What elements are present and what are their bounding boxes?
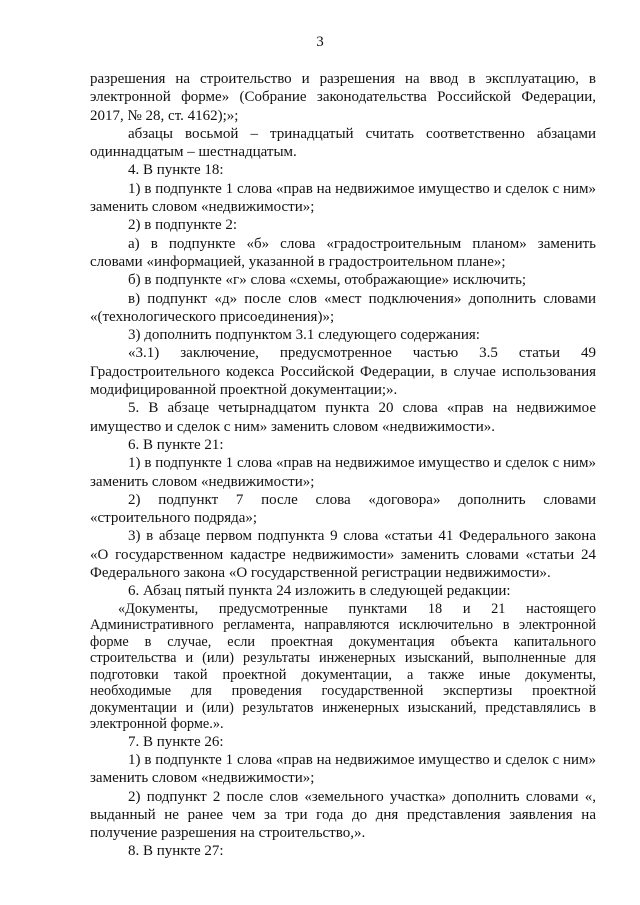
paragraph: 3) дополнить подпунктом 3.1 следующего содержания: — [128, 327, 480, 344]
quoted-paragraph: «Документы, предусмотренные пунктами 18 и 21 настоящего Административного регламента, направляются исключительно в электронной форме в случае, если проектная документация объекта капитального строительства и (или) результаты инженерных изысканий, выполненные для подготовки такой проектной документации, а также иные документы, необходимые для проведения государственной экспертизы проектной документации и (или) результатов инженерных изысканий, представлялись в электронной форме.». — [90, 600, 596, 733]
paragraph: 1) в подпункте 1 слова «прав на недвижимое имущество и сделок с ним» заменить словом «недвижимости»; — [90, 180, 596, 216]
paragraph: 3) в абзаце первом подпункта 9 слова «статьи 41 Федерального закона «О государственном кадастре недвижимости» заменить словами «статьи 24 Федерального закона «О государственной регистрации недвижимости». — [90, 528, 596, 582]
paragraph: 6. В пункте 21: — [128, 436, 224, 453]
paragraph: 4. В пункте 18: — [128, 162, 224, 179]
paragraph: а) в подпункте «б» слова «градостроительным планом» заменить словами «информацией, указанной в градостроительном плане»; — [90, 235, 596, 270]
page-number: 3 — [316, 34, 324, 50]
paragraph: б) в подпункте «г» слова «схемы, отображающие» исключить; — [128, 272, 527, 289]
paragraph: 2) подпункт 2 после слов «земельного участка» дополнить словами «, выданный не ранее чем за три года до дня представления заявления на получение разрешения на строительство,». — [90, 788, 596, 842]
paragraph: 1) в подпункте 1 слова «прав на недвижимое имущество и сделок с ним» заменить словом «недвижимости»; — [90, 751, 596, 787]
paragraph: 5. В абзаце четырнадцатом пункта 20 слова «прав на недвижимое имущество и сделок с ним» заменить словом «недвижимости». — [90, 400, 596, 435]
paragraph: 2) подпункт 7 после слова «договора» дополнить словами «строительного подряда»; — [90, 491, 596, 527]
paragraph: разрешения на строительство и разрешения на ввод в эксплуатацию, в электронной форме» (Собрание законодательства Российской Федерации, 2017, № 28, ст. 4162);»; — [90, 71, 596, 124]
paragraph: в) подпункт «д» после слов «мест подключения» дополнить словами «(технологического присоединения)»; — [90, 290, 596, 325]
paragraph: 1) в подпункте 1 слова «прав на недвижимое имущество и сделок с ним» заменить словом «недвижимости»; — [90, 455, 596, 490]
paragraph: «3.1) заключение, предусмотренное частью 3.5 статьи 49 Градостроительного кодекса Российской Федерации, в случае использования модифицированной проектной документации;». — [90, 345, 596, 399]
paragraph: 2) в подпункте 2: — [128, 217, 238, 234]
paragraph: 8. В пункте 27: — [128, 843, 224, 860]
paragraph: 6. Абзац пятый пункта 24 изложить в следующей редакции: — [128, 583, 511, 600]
document-body — [90, 70, 596, 861]
paragraph: абзацы восьмой – тринадцатый считать соответственно абзацами одиннадцатым – шестнадцатым. — [90, 125, 596, 161]
paragraph: 7. В пункте 26: — [128, 733, 224, 750]
